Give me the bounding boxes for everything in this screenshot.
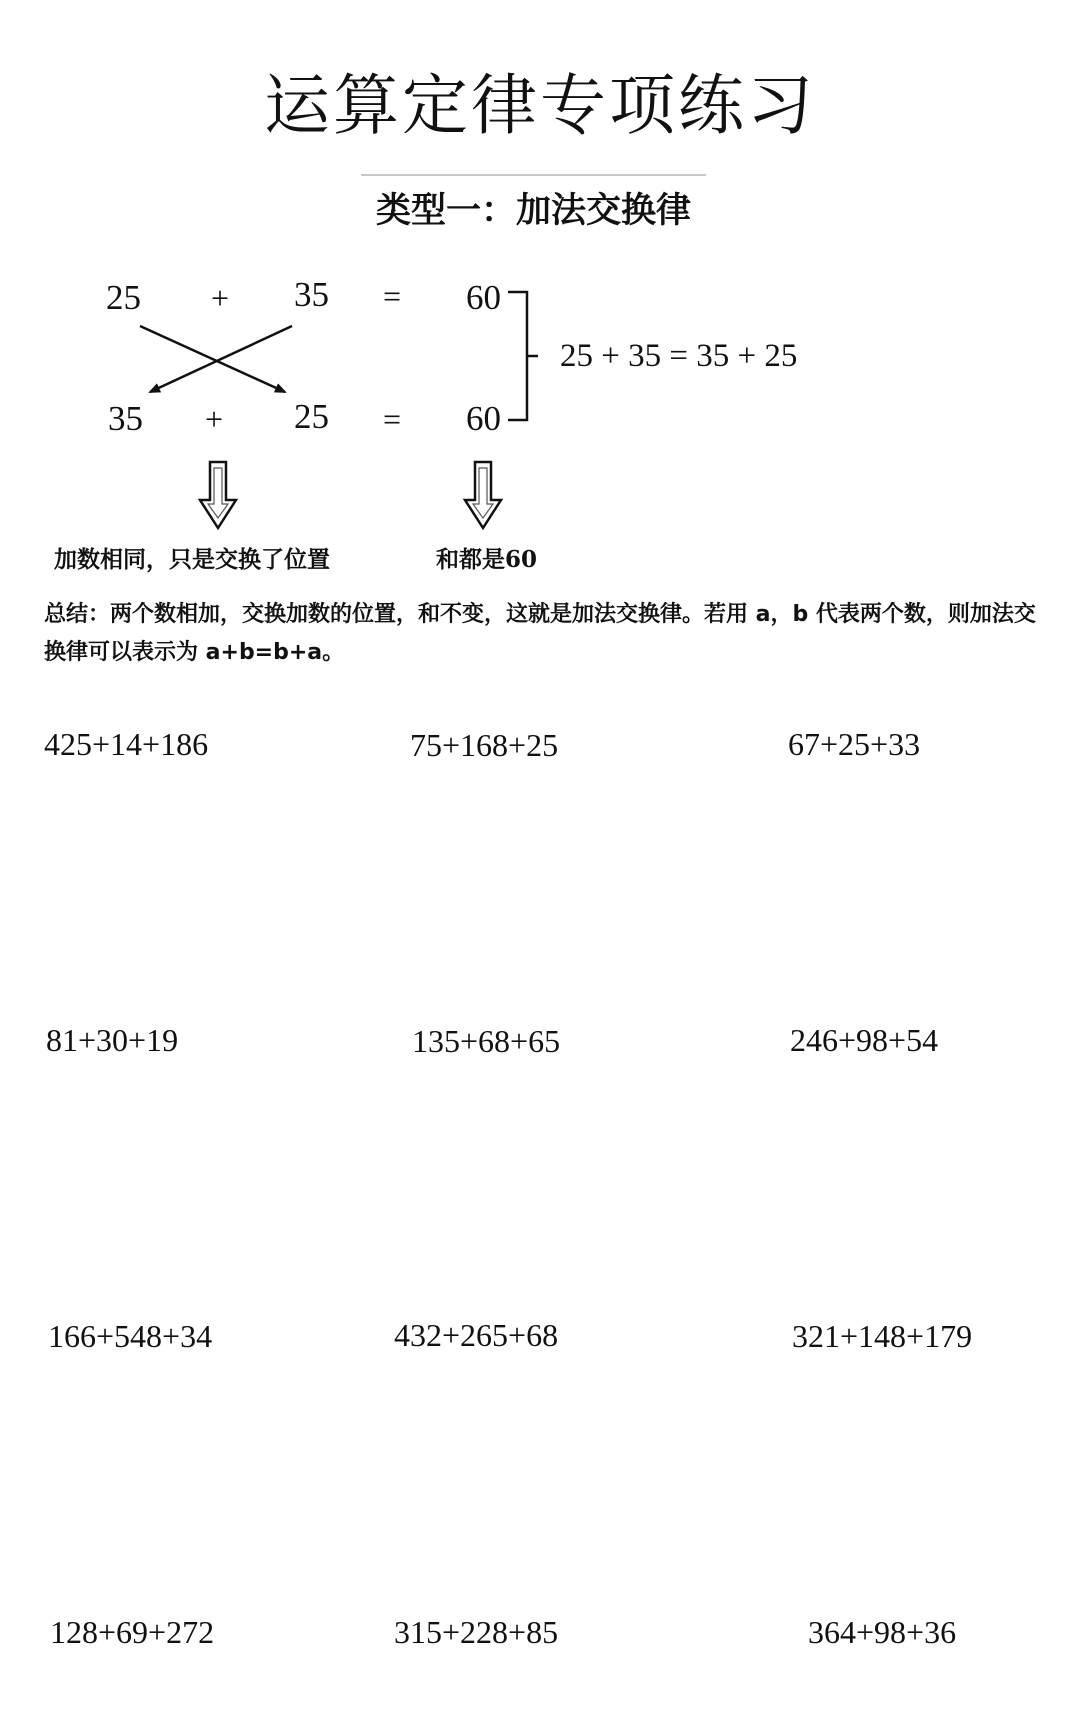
row1-equals: = [383, 278, 402, 314]
problem-7: 166+548+34 [48, 1318, 213, 1354]
problem-8: 432+265+68 [394, 1317, 559, 1353]
problem-10: 128+69+272 [50, 1614, 215, 1650]
row1-addend-b: 35 [294, 275, 329, 314]
row2-addend-b: 25 [294, 397, 329, 436]
problem-12: 364+98+36 [808, 1614, 957, 1650]
problem-11: 315+228+85 [394, 1614, 559, 1650]
commutative-diagram [0, 0, 1080, 600]
row2-sum: 60 [466, 399, 501, 438]
row2-plus: + [205, 401, 224, 437]
cross-arrow-down-right [140, 326, 285, 392]
down-arrow-left-icon [200, 462, 236, 528]
bracket-equation: 25 + 35 = 35 + 25 [560, 338, 798, 374]
summary-text: 总结：两个数相加，交换加数的位置，和不变，这就是加法交换律。若用 a，b 代表两个数，则加法交换律可以表示为 a+b=b+a。 [44, 602, 1036, 665]
row2-equals: = [383, 401, 402, 437]
problem-6: 246+98+54 [790, 1022, 939, 1058]
cross-arrow-down-left [150, 326, 292, 392]
page-title: 运算定律专项练习 [264, 67, 816, 144]
row1-addend-a: 25 [106, 278, 141, 317]
problem-1: 425+14+186 [44, 726, 209, 762]
row2-addend-a: 35 [108, 399, 143, 438]
down-arrow-right-icon [465, 462, 501, 528]
note-left: 加数相同，只是交换了位置 [54, 546, 330, 573]
problem-2: 75+168+25 [410, 727, 559, 763]
section-title: 类型一：加法交换律 [375, 191, 691, 231]
row1-sum: 60 [466, 278, 501, 317]
note-right: 和都是60 [436, 546, 538, 573]
problem-4: 81+30+19 [46, 1022, 179, 1058]
equality-bracket [508, 292, 538, 420]
row1-plus: + [211, 280, 230, 316]
problem-5: 135+68+65 [412, 1023, 561, 1059]
problem-3: 67+25+33 [788, 726, 921, 762]
problem-9: 321+148+179 [792, 1318, 973, 1354]
